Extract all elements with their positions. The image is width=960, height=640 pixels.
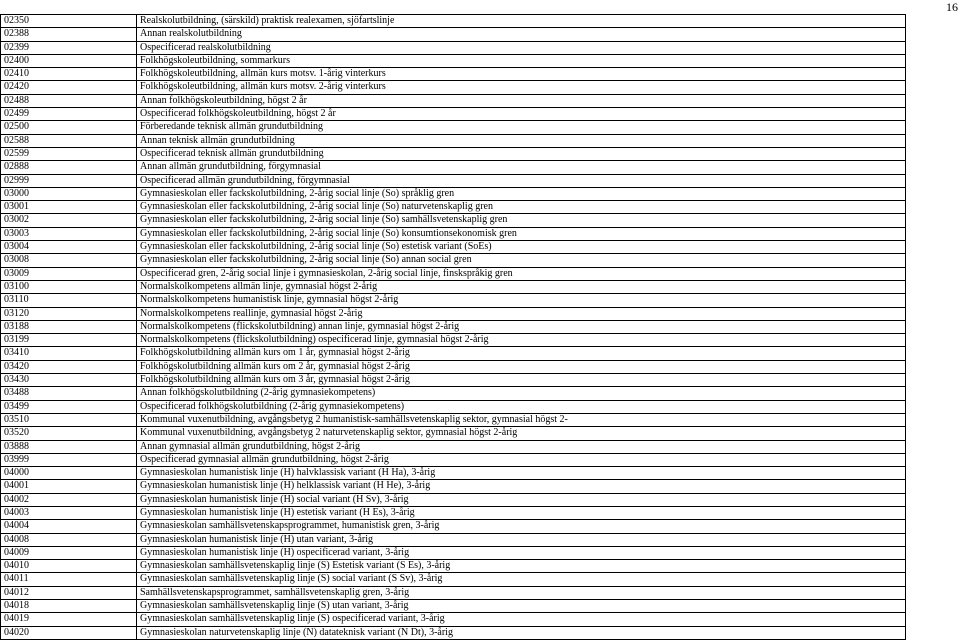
table-row (1, 493, 906, 506)
description-cell: Folkhögskolutbildning allmän kurs om 3 år, gymnasial högst 2-årig (137, 374, 906, 387)
table-row (1, 360, 906, 373)
description-cell: Annan gymnasial allmän grundutbildning, högst 2-årig (137, 440, 906, 453)
code-cell: 03430 (1, 374, 137, 387)
description-cell: Folkhögskoleutbildning, allmän kurs motsv. 1-årig vinterkurs (137, 68, 906, 81)
table-row (1, 480, 906, 493)
code-cell: 02599 (1, 147, 137, 160)
table-row (1, 41, 906, 54)
description-cell: Folkhögskolutbildning allmän kurs om 2 år, gymnasial högst 2-årig (137, 360, 906, 373)
code-cell: 03510 (1, 413, 137, 426)
code-cell: 02999 (1, 174, 137, 187)
table-row (1, 613, 906, 626)
table-row (1, 134, 906, 147)
table-row (1, 15, 906, 28)
code-cell: 03420 (1, 360, 137, 373)
code-cell: 04019 (1, 613, 137, 626)
description-cell: Samhällsvetenskapsprogrammet, samhällsvetenskaplig gren, 3-årig (137, 586, 906, 599)
table-row (1, 174, 906, 187)
code-cell: 03008 (1, 254, 137, 267)
table-row (1, 626, 906, 639)
table-row (1, 267, 906, 280)
code-cell: 04000 (1, 467, 137, 480)
table-row (1, 68, 906, 81)
table-row (1, 161, 906, 174)
table-row (1, 94, 906, 107)
table-row (1, 467, 906, 480)
table-row (1, 374, 906, 387)
description-cell: Ospecificerad folkhögskoleutbildning, högst 2 år (137, 108, 906, 121)
description-cell: Realskolutbildning, (särskild) praktisk realexamen, sjöfartslinje (137, 15, 906, 28)
description-cell: Folkhögskoleutbildning, allmän kurs motsv. 2-årig vinterkurs (137, 81, 906, 94)
description-cell: Gymnasieskolan samhällsvetenskaplig linje (S) Estetisk variant (S Es), 3-årig (137, 560, 906, 573)
description-cell: Ospecificerad gren, 2-årig social linje i gymnasieskolan, 2-årig social linje, finskspråkig gren (137, 267, 906, 280)
code-cell: 04012 (1, 586, 137, 599)
code-cell: 03001 (1, 201, 137, 214)
description-cell: Annan folkhögskoleutbildning, högst 2 år (137, 94, 906, 107)
table-row (1, 214, 906, 227)
code-cell: 02500 (1, 121, 137, 134)
table-body (1, 15, 906, 640)
code-cell: 03888 (1, 440, 137, 453)
table-row (1, 121, 906, 134)
description-cell: Gymnasieskolan humanistisk linje (H) utan variant, 3-årig (137, 533, 906, 546)
description-cell: Gymnasieskolan eller fackskolutbildning, 2-årig social linje (So) samhällsvetenskaplig gren (137, 214, 906, 227)
table-row (1, 54, 906, 67)
description-cell: Folkhögskolutbildning allmän kurs om 1 år, gymnasial högst 2-årig (137, 347, 906, 360)
description-cell: Gymnasieskolan humanistisk linje (H) estetisk variant (H Es), 3-årig (137, 506, 906, 519)
table-row (1, 241, 906, 254)
table-row (1, 586, 906, 599)
code-cell: 04018 (1, 600, 137, 613)
table-row (1, 108, 906, 121)
code-cell: 04004 (1, 520, 137, 533)
code-cell: 03110 (1, 294, 137, 307)
code-cell: 03488 (1, 387, 137, 400)
table-row (1, 533, 906, 546)
description-cell: Ospecificerad gymnasial allmän grundutbildning, högst 2-årig (137, 453, 906, 466)
code-cell: 03499 (1, 400, 137, 413)
description-cell: Gymnasieskolan humanistisk linje (H) halvklassisk variant (H Ha), 3-årig (137, 467, 906, 480)
code-cell: 02588 (1, 134, 137, 147)
description-cell: Gymnasieskolan eller fackskolutbildning, 2-årig social linje (So) språklig gren (137, 187, 906, 200)
table-row (1, 427, 906, 440)
table-row (1, 147, 906, 160)
code-cell: 04008 (1, 533, 137, 546)
description-cell: Annan teknisk allmän grundutbildning (137, 134, 906, 147)
code-cell: 03410 (1, 347, 137, 360)
code-cell: 02888 (1, 161, 137, 174)
description-cell: Gymnasieskolan samhällsvetenskaplig linje (S) utan variant, 3-årig (137, 600, 906, 613)
table-row (1, 347, 906, 360)
description-cell: Normalskolkompetens humanistisk linje, gymnasial högst 2-årig (137, 294, 906, 307)
education-code-table (0, 14, 906, 640)
table-row (1, 294, 906, 307)
description-cell: Folkhögskoleutbildning, sommarkurs (137, 54, 906, 67)
description-cell: Gymnasieskolan eller fackskolutbildning, 2-årig social linje (So) konsumtionsekonomisk gren (137, 227, 906, 240)
table-row (1, 520, 906, 533)
code-cell: 04003 (1, 506, 137, 519)
code-cell: 03520 (1, 427, 137, 440)
code-cell: 02400 (1, 54, 137, 67)
code-cell: 03003 (1, 227, 137, 240)
description-cell: Kommunal vuxenutbildning, avgångsbetyg 2 humanistisk-samhällsvetenskaplig sektor, gymnasial högst 2- (137, 413, 906, 426)
table-row (1, 307, 906, 320)
table-row (1, 81, 906, 94)
description-cell: Gymnasieskolan naturvetenskaplig linje (N) datateknisk variant (N Dt), 3-årig (137, 626, 906, 639)
code-cell: 02399 (1, 41, 137, 54)
table-row (1, 546, 906, 559)
code-cell: 04002 (1, 493, 137, 506)
table-row (1, 254, 906, 267)
code-cell: 02388 (1, 28, 137, 41)
code-cell: 03004 (1, 241, 137, 254)
code-cell: 02350 (1, 15, 137, 28)
description-cell: Normalskolkompetens reallinje, gymnasial högst 2-årig (137, 307, 906, 320)
table-row (1, 334, 906, 347)
code-cell: 04020 (1, 626, 137, 639)
description-cell: Kommunal vuxenutbildning, avgångsbetyg 2 naturvetenskaplig sektor, gymnasial högst 2-årig (137, 427, 906, 440)
code-cell: 03100 (1, 280, 137, 293)
table-row (1, 440, 906, 453)
code-cell: 02488 (1, 94, 137, 107)
description-cell: Annan folkhögskolutbildning (2-årig gymnasiekompetens) (137, 387, 906, 400)
code-cell: 04009 (1, 546, 137, 559)
code-cell: 03188 (1, 320, 137, 333)
code-cell: 04011 (1, 573, 137, 586)
table-row (1, 560, 906, 573)
code-cell: 02410 (1, 68, 137, 81)
description-cell: Normalskolkompetens (flickskolutbildning) annan linje, gymnasial högst 2-årig (137, 320, 906, 333)
code-cell: 03199 (1, 334, 137, 347)
table-row (1, 320, 906, 333)
page-number: 16 (946, 0, 958, 14)
code-cell: 03000 (1, 187, 137, 200)
description-cell: Gymnasieskolan eller fackskolutbildning, 2-årig social linje (So) annan social gren (137, 254, 906, 267)
description-cell: Ospecificerad realskolutbildning (137, 41, 906, 54)
table-row (1, 573, 906, 586)
code-cell: 03002 (1, 214, 137, 227)
description-cell: Ospecificerad folkhögskolutbildning (2-årig gymnasiekompetens) (137, 400, 906, 413)
description-cell: Gymnasieskolan humanistisk linje (H) helklassisk variant (H He), 3-årig (137, 480, 906, 493)
description-cell: Gymnasieskolan humanistisk linje (H) ospecificerad variant, 3-årig (137, 546, 906, 559)
description-cell: Annan realskolutbildning (137, 28, 906, 41)
table-row (1, 600, 906, 613)
table-row (1, 387, 906, 400)
description-cell: Gymnasieskolan samhällsvetenskaplig linje (S) ospecificerad variant, 3-årig (137, 613, 906, 626)
table-row (1, 227, 906, 240)
description-cell: Normalskolkompetens allmän linje, gymnasial högst 2-årig (137, 280, 906, 293)
table-row (1, 400, 906, 413)
table-row (1, 28, 906, 41)
table-row (1, 506, 906, 519)
code-cell: 02420 (1, 81, 137, 94)
table-row (1, 413, 906, 426)
code-cell: 03009 (1, 267, 137, 280)
code-cell: 04001 (1, 480, 137, 493)
description-cell: Gymnasieskolan eller fackskolutbildning, 2-årig social linje (So) estetisk variant (SoEs) (137, 241, 906, 254)
table-row (1, 280, 906, 293)
description-cell: Gymnasieskolan humanistisk linje (H) social variant (H Sv), 3-årig (137, 493, 906, 506)
description-cell: Gymnasieskolan eller fackskolutbildning, 2-årig social linje (So) naturvetenskaplig gren (137, 201, 906, 214)
code-cell: 03999 (1, 453, 137, 466)
description-cell: Normalskolkompetens (flickskolutbildning) ospecificerad linje, gymnasial högst 2-årig (137, 334, 906, 347)
code-cell: 02499 (1, 108, 137, 121)
description-cell: Gymnasieskolan samhällsvetenskaplig linje (S) social variant (S Sv), 3-årig (137, 573, 906, 586)
code-cell: 03120 (1, 307, 137, 320)
table-row (1, 187, 906, 200)
description-cell: Ospecificerad allmän grundutbildning, förgymnasial (137, 174, 906, 187)
code-cell: 04010 (1, 560, 137, 573)
description-cell: Förberedande teknisk allmän grundutbildning (137, 121, 906, 134)
table-row (1, 453, 906, 466)
table-row (1, 201, 906, 214)
description-cell: Gymnasieskolan samhällsvetenskapsprogrammet, humanistisk gren, 3-årig (137, 520, 906, 533)
description-cell: Annan allmän grundutbildning, förgymnasial (137, 161, 906, 174)
description-cell: Ospecificerad teknisk allmän grundutbildning (137, 147, 906, 160)
